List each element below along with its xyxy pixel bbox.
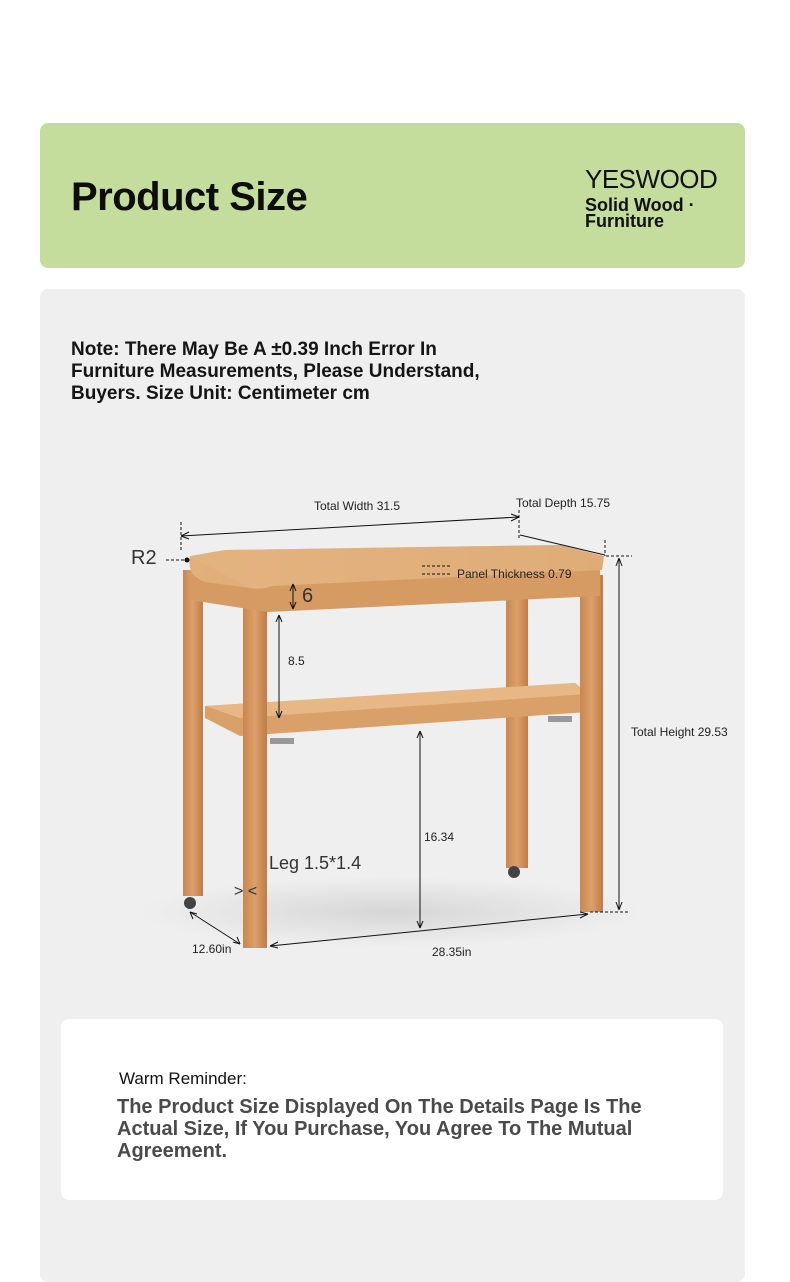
label-upper-clearance: 8.5 — [288, 654, 305, 668]
label-panel-thickness: Panel Thickness 0.79 — [457, 567, 572, 581]
label-lower-clearance: 16.34 — [424, 830, 455, 844]
shelf-bracket-left — [270, 738, 294, 744]
back-right-leg — [506, 596, 528, 868]
label-total-depth: Total Depth 15.75 — [516, 496, 611, 510]
caster-back-left — [184, 897, 196, 909]
brand-name: YESWOOD — [585, 164, 718, 194]
label-corner-radius: R2 — [131, 547, 157, 569]
brand-tagline-2: Furniture — [585, 211, 664, 231]
shelf-bracket-right — [548, 716, 572, 722]
warm-reminder-card — [61, 1019, 723, 1200]
reminder-body: The Product Size Displayed On The Details Page Is The Actual Size, If You Purchase, You Agree To The Mutual Agreement. — [117, 1096, 642, 1162]
front-right-leg — [580, 575, 603, 912]
label-total-width: Total Width 31.5 — [314, 499, 401, 513]
brand-tagline-1: Solid Wood · — [585, 195, 695, 215]
back-left-leg — [183, 570, 203, 896]
label-total-height: Total Height 29.53 — [631, 725, 728, 739]
label-base-depth: 12.60in — [192, 942, 232, 956]
caster-back-right — [508, 866, 520, 878]
label-leg-size: Leg 1.5*1.4 — [269, 853, 362, 873]
label-base-width: 28.35in — [432, 945, 472, 959]
label-apron-height: 6 — [302, 585, 314, 607]
page-title: Product Size — [71, 175, 308, 219]
reminder-title: Warm Reminder: — [119, 1069, 247, 1088]
floor-shadow — [140, 877, 640, 947]
leg-width-marker: > < — [234, 883, 258, 900]
radius-marker — [185, 558, 190, 563]
measurement-note: Note: There May Be A ±0.39 Inch Error In Furniture Measurements, Please Understand, Buyers. Size Unit: Centimeter cm — [71, 339, 480, 404]
